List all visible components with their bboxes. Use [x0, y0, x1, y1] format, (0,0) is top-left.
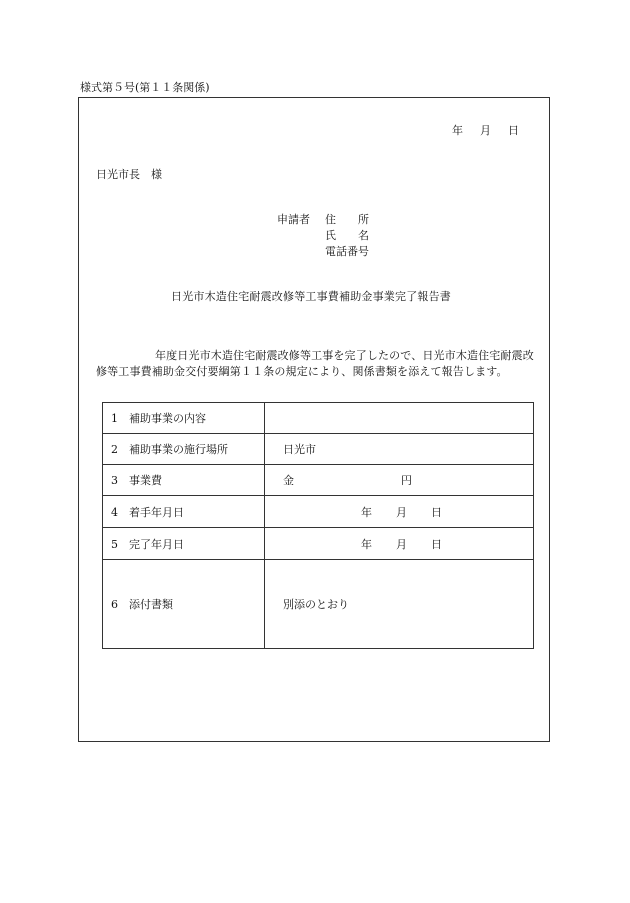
item-month: 月 [396, 505, 407, 519]
item-number: 1 [111, 412, 118, 425]
item-value-cell [265, 560, 534, 649]
item-prefix: 金 [283, 474, 294, 487]
item-year: 年 [361, 505, 372, 519]
item-label-cell [103, 403, 265, 434]
item-number: 6 [111, 598, 118, 611]
date-year: 年 [452, 124, 463, 137]
item-number: 4 [111, 505, 118, 519]
item-month: 月 [396, 537, 407, 551]
name-label: 氏 名 [325, 229, 369, 242]
body-line-1: 年度日光市木造住宅耐震改修等工事を完了したので、日光市木造住宅耐震改 [155, 349, 534, 362]
item-label-cell [103, 434, 265, 465]
item-value-cell [265, 465, 534, 496]
table-row [103, 528, 534, 560]
item-value-cell [265, 434, 534, 465]
form-code: 様式第５号(第１１条関係) [80, 81, 210, 94]
item-label: 添付書類 [129, 598, 173, 611]
item-label: 補助事業の内容 [129, 412, 206, 425]
table-row [103, 434, 534, 465]
items-table [102, 402, 534, 649]
item-label-cell [103, 528, 265, 560]
item-label: 事業費 [129, 474, 162, 487]
date-month: 月 [480, 124, 491, 137]
item-label-cell [103, 560, 265, 649]
date-line [452, 124, 519, 138]
item-number: 3 [111, 474, 118, 487]
item-day: 日 [431, 537, 442, 551]
item-year: 年 [361, 537, 372, 551]
item-label-cell [103, 465, 265, 496]
item-value-cell [265, 403, 534, 434]
item-number: 2 [111, 443, 118, 456]
item-value-cell [265, 528, 534, 560]
item-label-cell [103, 496, 265, 528]
table-row [103, 465, 534, 496]
phone-label: 電話番号 [325, 245, 369, 258]
item-value-cell [265, 496, 534, 528]
item-label: 補助事業の施行場所 [129, 443, 228, 456]
address-label: 住 所 [325, 213, 369, 226]
date-day: 日 [508, 124, 519, 137]
document-title: 日光市木造住宅耐震改修等工事費補助金事業完了報告書 [171, 290, 451, 303]
item-value: 別添のとおり [283, 598, 349, 611]
item-day: 日 [431, 505, 442, 519]
body-line-2: 修等工事費補助金交付要綱第１１条の規定により、関係書類を添えて報告します。 [96, 365, 508, 378]
applicant-label: 申請者 [277, 213, 310, 226]
table-row [103, 560, 534, 649]
item-suffix: 円 [401, 474, 412, 487]
item-number: 5 [111, 537, 118, 551]
item-value: 日光市 [283, 443, 316, 456]
table-row [103, 403, 534, 434]
addressee: 日光市長 様 [96, 168, 162, 181]
table-row [103, 496, 534, 528]
item-label: 完了年月日 [129, 537, 184, 551]
item-label: 着手年月日 [129, 505, 184, 519]
